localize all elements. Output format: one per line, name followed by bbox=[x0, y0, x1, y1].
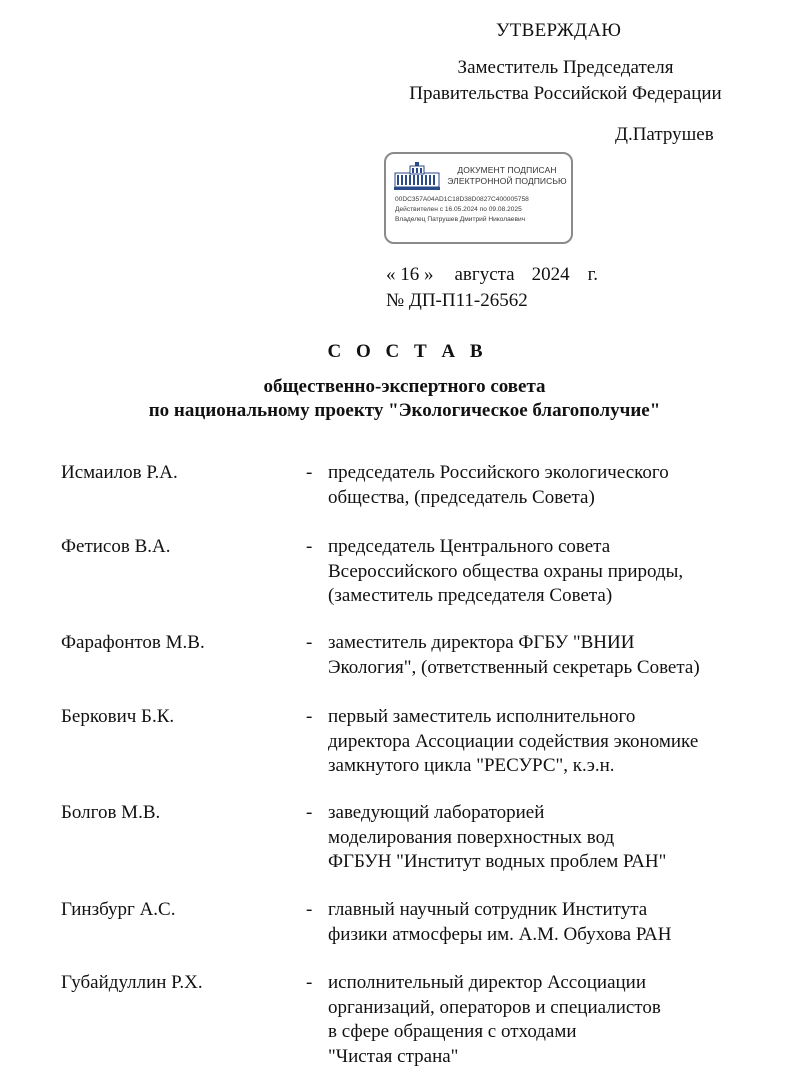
member-description-line: председатель Российского экологического bbox=[328, 462, 669, 483]
member-dash: - bbox=[306, 706, 313, 727]
member-description-line: организаций, операторов и специалистов bbox=[328, 996, 661, 1018]
member-description-line: физики атмосферы им. А.М. Обухова РАН bbox=[328, 923, 672, 945]
member-description-line: моделирования поверхностных вод bbox=[328, 826, 615, 848]
member-description-line: замкнутого цикла "РЕСУРС", к.э.н. bbox=[328, 755, 615, 776]
date-year: 2024 bbox=[531, 264, 570, 285]
member-name: Беркович Б.К. bbox=[61, 706, 175, 727]
stamp-heading-line: ЭЛЕКТРОННОЙ ПОДПИСЬЮ bbox=[447, 176, 567, 186]
member-description-line: Экология", (ответственный секретарь Совета) bbox=[328, 656, 700, 678]
stamp-heading bbox=[442, 165, 572, 187]
member-dash: - bbox=[306, 536, 313, 557]
date-day: « 16 » bbox=[386, 264, 434, 285]
document-title: С О С Т А В bbox=[327, 341, 488, 362]
member-dash: - bbox=[306, 899, 313, 920]
stamp-heading-line: ДОКУМЕНТ ПОДПИСАН bbox=[457, 165, 557, 175]
member-name: Фетисов В.А. bbox=[61, 536, 171, 557]
subtitle-line: по национальному проекту "Экологическое благополучие" bbox=[148, 400, 661, 421]
member-description-line: главный научный сотрудник Института bbox=[328, 899, 648, 920]
member-description-line: первый заместитель исполнительного bbox=[328, 706, 636, 727]
member-description-line: общества, (председатель Совета) bbox=[328, 486, 595, 508]
member-dash: - bbox=[306, 972, 313, 993]
member-name: Фарафонтов М.В. bbox=[61, 632, 205, 653]
member-description bbox=[328, 898, 768, 947]
member-description-line: заведующий лабораторией bbox=[328, 802, 545, 823]
member-description bbox=[328, 705, 768, 779]
approval-title: УТВЕРЖДАЮ bbox=[496, 20, 622, 41]
stamp-validity: Действителен с 16.05.2024 по 09.08.2025 bbox=[395, 206, 522, 213]
member-name: Губайдуллин Р.Х. bbox=[61, 972, 203, 993]
member-description bbox=[328, 535, 768, 609]
electronic-signature-stamp bbox=[384, 152, 573, 244]
member-description-line: председатель Центрального совета bbox=[328, 536, 611, 557]
member-description bbox=[328, 631, 768, 680]
document-subtitle bbox=[0, 375, 809, 423]
document-date bbox=[386, 264, 598, 286]
member-description-line: директора Ассоциации содействия экономике bbox=[328, 730, 699, 752]
approver-name: Д.Патрушев bbox=[615, 124, 714, 145]
member-dash: - bbox=[306, 462, 313, 483]
subtitle-line: общественно-экспертного совета bbox=[263, 376, 546, 397]
approver-position-line: Заместитель Председателя bbox=[457, 57, 674, 78]
member-description bbox=[328, 801, 768, 875]
member-description-line: ФГБУН "Институт водных проблем РАН" bbox=[328, 851, 667, 872]
approver-position-line: Правительства Российской Федерации bbox=[409, 83, 722, 104]
member-description-line: "Чистая страна" bbox=[328, 1045, 459, 1067]
document-number: № ДП-П11-26562 bbox=[386, 290, 528, 311]
member-name: Болгов М.В. bbox=[61, 802, 161, 823]
member-description-line: заместитель директора ФГБУ "ВНИИ bbox=[328, 632, 635, 653]
government-building-icon bbox=[394, 161, 440, 191]
member-description-line: в сфере обращения с отходами bbox=[328, 1021, 577, 1042]
stamp-owner: Владелец Патрушев Дмитрий Николаевич bbox=[395, 216, 526, 223]
member-dash: - bbox=[306, 802, 313, 823]
member-name: Гинзбург А.С. bbox=[61, 899, 176, 920]
date-month: августа bbox=[454, 264, 515, 285]
member-description-line: Всероссийского общества охраны природы, bbox=[328, 560, 684, 582]
member-dash: - bbox=[306, 632, 313, 653]
approver-position bbox=[388, 55, 743, 107]
member-description-line: исполнительный директор Ассоциации bbox=[328, 972, 647, 993]
stamp-certificate: 00DC357A04AD1C18D38D0827C400005758 bbox=[395, 196, 529, 203]
member-name: Исмаилов Р.А. bbox=[61, 462, 178, 483]
member-description bbox=[328, 461, 768, 510]
member-description bbox=[328, 971, 768, 1069]
date-suffix: г. bbox=[587, 264, 599, 285]
member-description-line: (заместитель председателя Совета) bbox=[328, 585, 613, 606]
